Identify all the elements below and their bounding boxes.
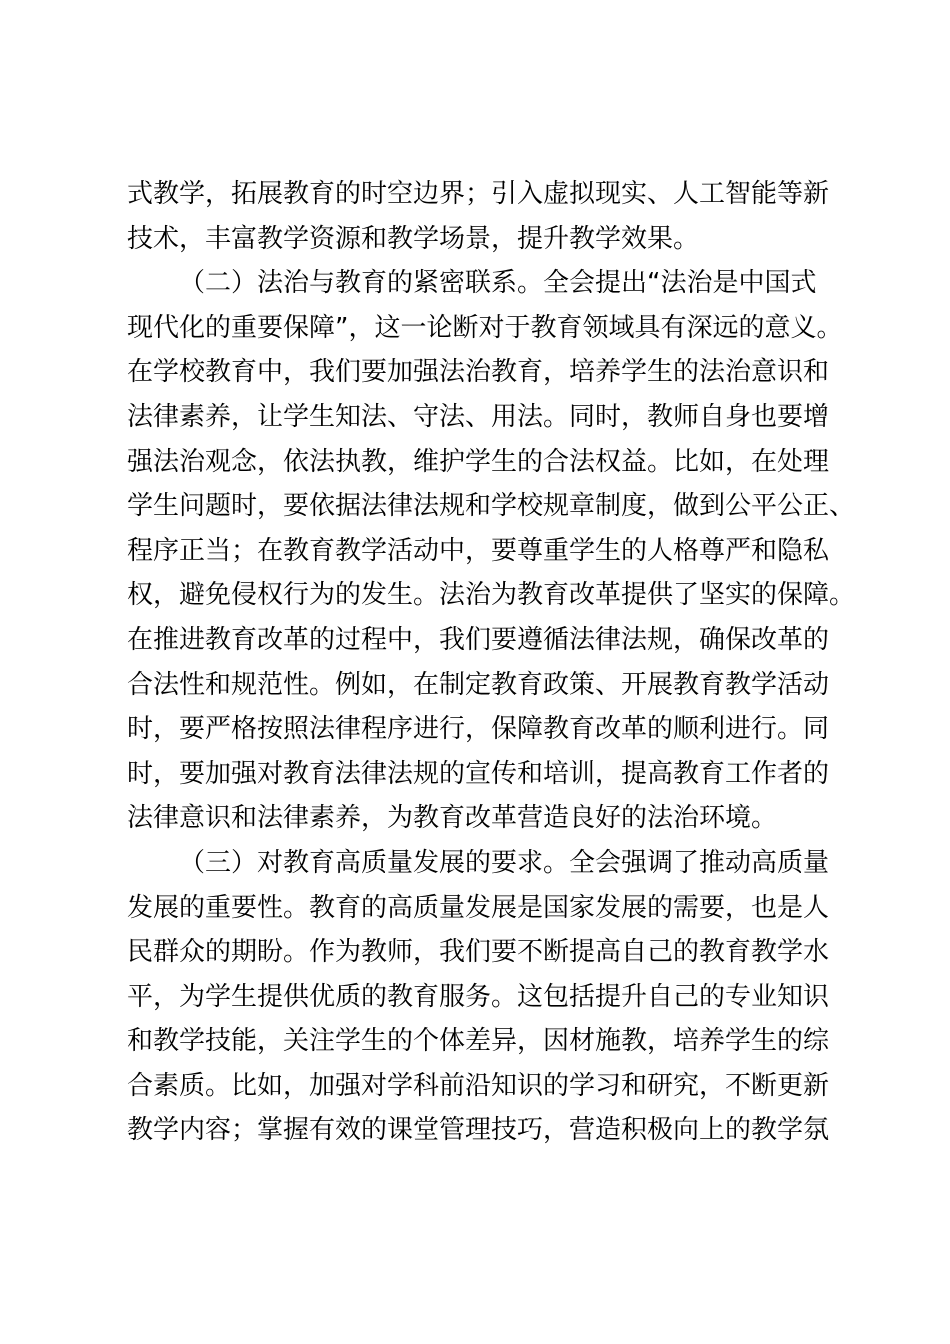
text-line: 合法性和规范性。例如，在制定教育政策、开展教育教学活动 — [127, 669, 830, 700]
text-line: 合素质。比如，加强对学科前沿知识的学习和研究，不断更新 — [127, 1070, 830, 1101]
section-heading-line: （二）法治与教育的紧密联系。全会提出“法治是中国式 — [179, 268, 817, 299]
text-line: 在推进教育改革的过程中，我们要遵循法律法规，确保改革的 — [127, 624, 830, 655]
text-line: 和教学技能，关注学生的个体差异，因材施教，培养学生的综 — [127, 1026, 830, 1057]
text-line: 教学内容；掌握有效的课堂管理技巧，营造积极向上的教学氛 — [127, 1115, 830, 1146]
text-line: 民群众的期盼。作为教师，我们要不断提高自己的教育教学水 — [127, 937, 830, 968]
text-line: 式教学，拓展教育的时空边界；引入虚拟现实、人工智能等新 — [127, 179, 830, 209]
text-line: 权，避免侵权行为的发生。法治为教育改革提供了坚实的保障。 — [127, 580, 856, 611]
text-line: 平，为学生提供优质的教育服务。这包括提升自己的专业知识 — [127, 981, 830, 1012]
body-text — [127, 172, 856, 1153]
text-line: 强法治观念，依法执教，维护学生的合法权益。比如，在处理 — [127, 446, 830, 477]
text-line: 程序正当；在教育教学活动中，要尊重学生的人格尊严和隐私 — [127, 535, 830, 566]
section-heading-line: （三）对教育高质量发展的要求。全会强调了推动高质量 — [179, 847, 830, 878]
text-line: 法律素养，让学生知法、守法、用法。同时，教师自身也要增 — [127, 401, 830, 432]
text-line: 学生问题时，要依据法律法规和学校规章制度，做到公平公正、 — [127, 491, 856, 522]
text-line: 现代化的重要保障”，这一论断对于教育领域具有深远的意义。 — [127, 312, 843, 343]
text-line: 时，要严格按照法律程序进行，保障教育改革的顺利进行。同 — [127, 714, 830, 745]
text-line: 技术，丰富教学资源和教学场景，提升教学效果。 — [127, 223, 700, 254]
text-line: 在学校教育中，我们要加强法治教育，培养学生的法治意识和 — [127, 357, 830, 388]
text-line: 法律意识和法律素养，为教育改革营造良好的法治环境。 — [127, 803, 778, 834]
text-line: 时，要加强对教育法律法规的宣传和培训，提高教育工作者的 — [127, 758, 830, 789]
text-line: 发展的重要性。教育的高质量发展是国家发展的需要，也是人 — [127, 892, 830, 923]
